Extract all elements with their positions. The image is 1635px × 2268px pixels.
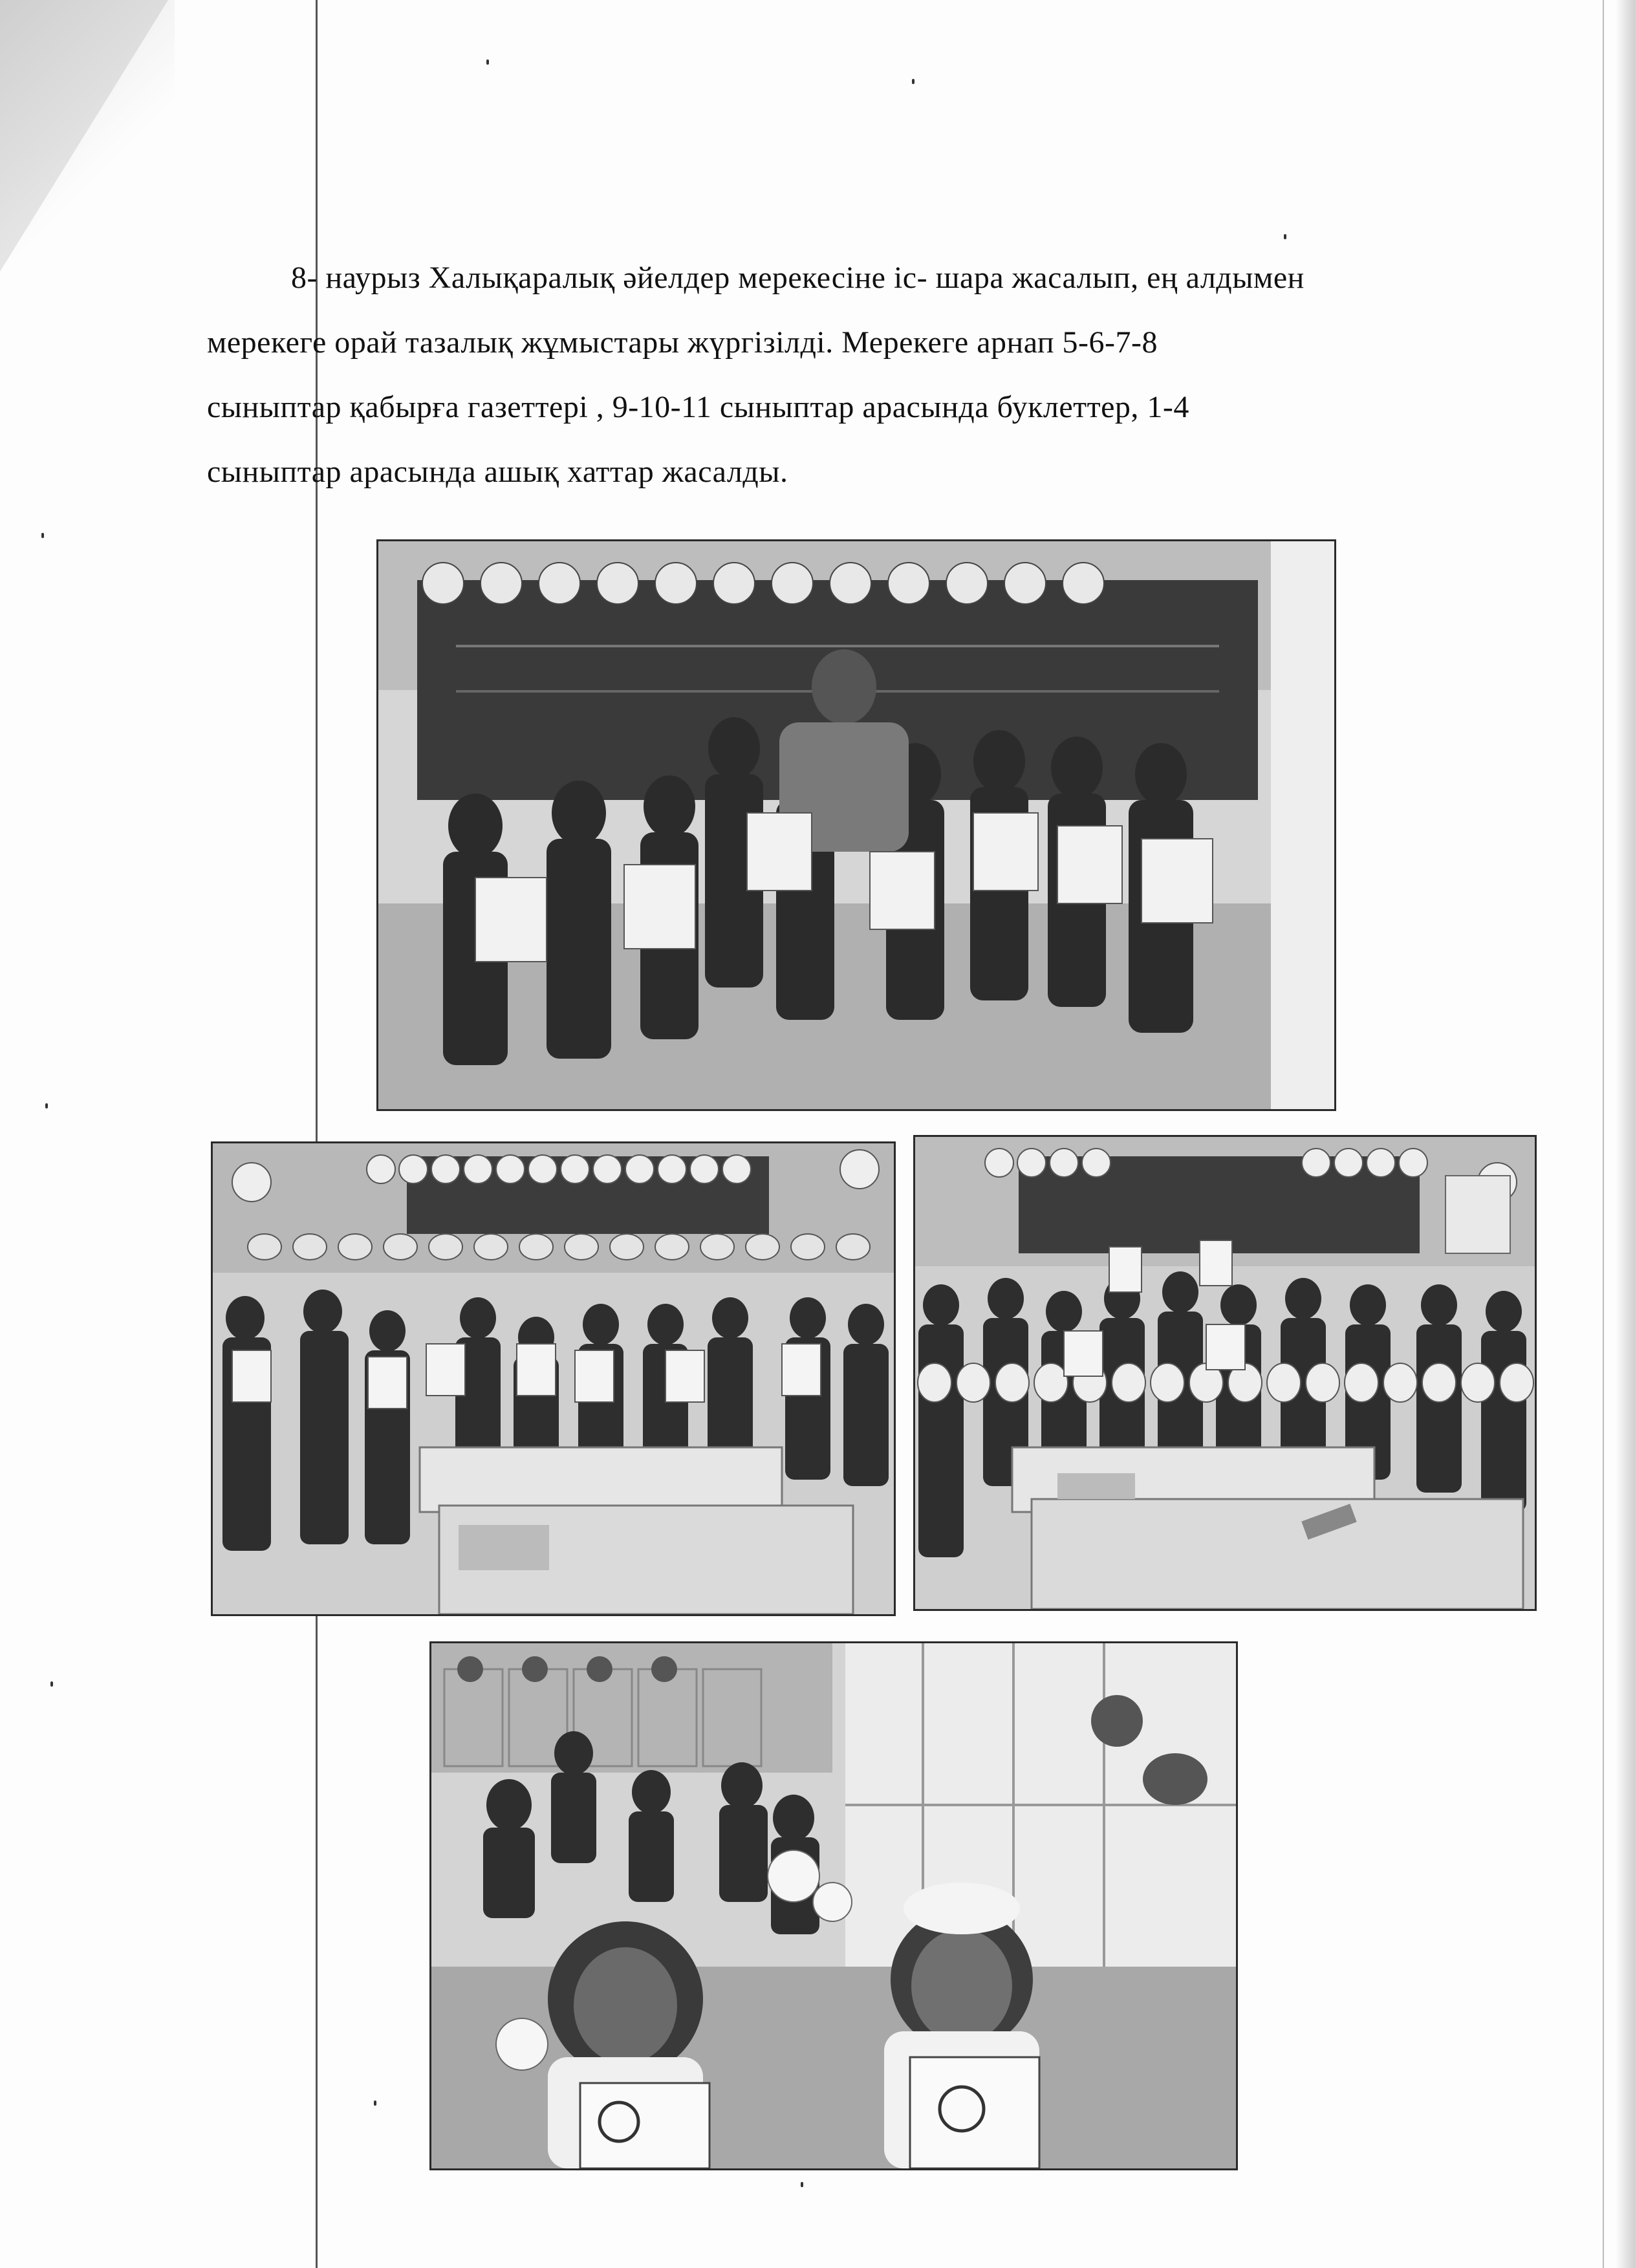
photo-class-with-teacher (376, 539, 1336, 1111)
corner-shadow (0, 0, 175, 285)
photo-students-at-desks (429, 1641, 1238, 2170)
photo-classroom-students-left (211, 1141, 896, 1616)
scan-speck (45, 1103, 48, 1108)
page-edge-shadow (1616, 0, 1635, 2268)
scan-speck (41, 533, 44, 538)
scan-speck (486, 59, 489, 65)
paragraph-line-2: мерекеге орай тазалық жұмыстары жүргізілді. Мерекеге арнап 5-6-7-8 (207, 325, 1158, 360)
paragraph-line-4: сыныптар арасында ашық хаттар жасалды. (207, 455, 788, 489)
scan-speck (374, 2101, 376, 2106)
paragraph-line-1: 8- наурыз Халықаралық әйелдер мерекесіне іс- шара жасалып, ең алдымен (291, 261, 1305, 295)
report-paragraph (207, 246, 1475, 504)
scan-speck (50, 1681, 53, 1687)
paragraph-line-3: сыныптар қабырға газеттері , 9-10-11 сыныптар арасында буклеттер, 1-4 (207, 390, 1189, 424)
scan-speck (1284, 234, 1286, 239)
photo-classroom-students-right (913, 1135, 1537, 1611)
scan-speck (801, 2182, 803, 2187)
scan-speck (912, 79, 915, 84)
page-edge-line (1603, 0, 1604, 2268)
